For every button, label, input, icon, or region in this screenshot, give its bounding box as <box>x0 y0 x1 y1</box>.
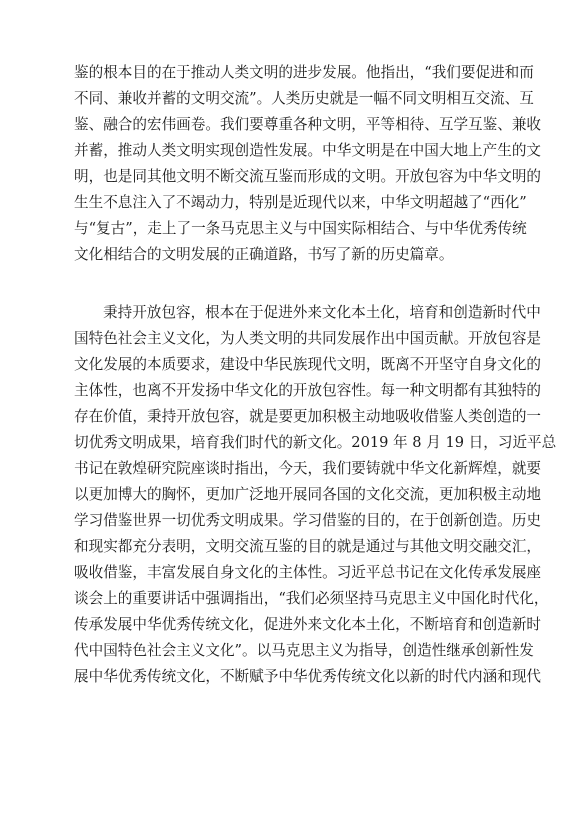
text-line: 展中华优秀传统文化，不断赋予中华优秀传统文化以新的时代内涵和现代 <box>74 668 542 685</box>
paragraph-1 <box>74 60 542 268</box>
paragraph-2 <box>74 300 557 690</box>
text-line: 生生不息注入了不竭动力，特别是近现代以来，中华文明超越了“西化” <box>74 194 527 211</box>
text-line: 切优秀文明成果，培育我们时代的新文化。2019 年 8 月 19 日，习近平总 <box>74 434 557 451</box>
text-line: 国特色社会主义文化，为人类文明的共同发展作出中国贡献。开放包容是 <box>74 330 542 347</box>
text-line: 代中国特色社会主义文化”。以马克思主义为指导，创造性继承创新性发 <box>74 642 534 659</box>
text-line: 鉴的根本目的在于推动人类文明的进步发展。他指出，“我们要促进和而 <box>74 64 534 81</box>
text-line: 文化发展的本质要求，建设中华民族现代文明，既离不开坚守自身文化的 <box>74 356 542 373</box>
text-line: 书记在敦煌研究院座谈时指出，今天，我们要铸就中华文化新辉煌，就要 <box>74 460 542 477</box>
text-line: 主体性，也离不开发扬中华文化的开放包容性。每一种文明都有其独特的 <box>74 382 542 399</box>
text-line: 以更加博大的胸怀，更加广泛地开展同各国的文化交流，更加积极主动地 <box>74 486 542 503</box>
text-line: 文化相结合的文明发展的正确道路，书写了新的历史篇章。 <box>74 246 454 263</box>
text-line: 秉持开放包容，根本在于促进外来文化本土化，培育和创造新时代中 <box>103 304 541 321</box>
text-line: 学习借鉴世界一切优秀文明成果。学习借鉴的目的，在于创新创造。历史 <box>74 512 542 529</box>
text-line: 鉴、融合的宏伟画卷。我们要尊重各种文明，平等相待、互学互鉴、兼收 <box>74 116 542 133</box>
text-line: 和现实都充分表明，文明交流互鉴的目的就是通过与其他文明交融交汇， <box>74 538 542 555</box>
text-line: 存在价值，秉持开放包容，就是要更加积极主动地吸收借鉴人类创造的一 <box>74 408 542 425</box>
text-line: 不同、兼收并蓄的文明交流”。人类历史就是一幅不同文明相互交流、互 <box>74 90 534 107</box>
text-line: 吸收借鉴，丰富发展自身文化的主体性。习近平总书记在文化传承发展座 <box>74 564 542 581</box>
text-line: 明，也是同其他文明不断交流互鉴而形成的文明。开放包容为中华文明的 <box>74 168 542 185</box>
text-line: 谈会上的重要讲话中强调指出，“我们必须坚持马克思主义中国化时代化， <box>74 590 549 607</box>
text-line: 并蓄，推动人类文明实现创造性发展。中华文明是在中国大地上产生的文 <box>74 142 542 159</box>
paragraph-spacer <box>74 268 504 300</box>
text-line: 传承发展中华优秀传统文化，促进外来文化本土化，不断培育和创造新时 <box>74 616 542 633</box>
text-line: 与“复古”，走上了一条马克思主义与中国实际相结合、与中华优秀传统 <box>74 220 527 237</box>
